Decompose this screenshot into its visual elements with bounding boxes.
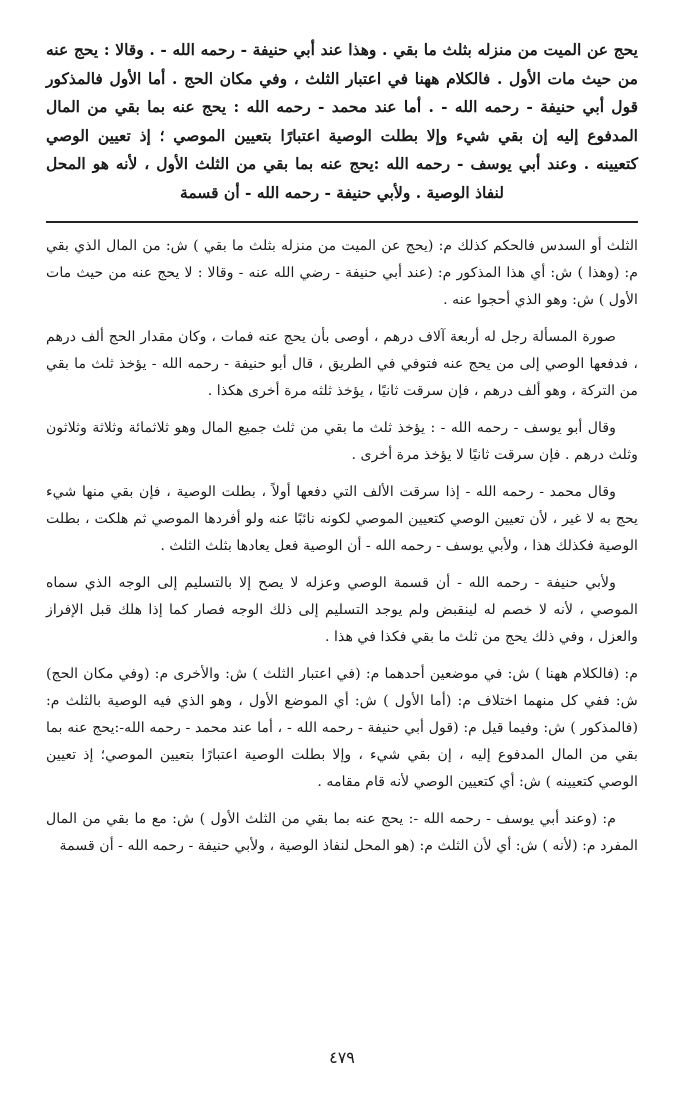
- commentary-paragraph: م: (وعند أبي يوسف - رحمه الله -: يحج عنه بما بقي من الثلث الأول ) ش: مع ما بقي من المال المفرد م: (لأنه ) ش: أي لأن الثلث م: (هو المحل لنفاذ الوصية ، ولأبي حنيفة - رحمه الله - أن قسمة: [46, 811, 638, 854]
- commentary-paragraph: صورة المسألة رجل له أربعة آلاف درهم ، أوصى بأن يحج عنه فمات ، وكان مقدار الحج ألف درهم ، فدفعها الوصي إلى من يحج عنه فتوفي في الطريق ، قال أبو حنيفة - رحمه الله - يؤخذ ثلث ما بقي من التركة ، وهو ألف درهم ، فإن سرقت ثانيًا ، يؤخذ ثلثه مرة أخرى هكذا .: [46, 329, 638, 399]
- commentary-paragraph: م: (فالكلام ههنا ) ش: في موضعين أحدهما م: (في اعتبار الثلث ) ش: والأخرى م: (وفي مكان الحج) ش: ففي كل منهما اختلاف م: (أما الأول ) ش: أي الموضع الأول ، وهو الذي فيه الوصية بالثلث م: (فالمذكور ) ش: وفيما قيل م: (قول أبي حنيفة - رحمه الله - ، أما عند محمد - رحمه الله-:يحج عنه بما بقي من المال المدفوع إليه ، إن بقي شيء ، وإلا بطلت الوصية اعتبارًا بتعيين الموصي؛ إذ تعيين الوصي كتعيينه ) ش: أي كتعيين الوصي لأنه قام مقامه .: [46, 666, 638, 790]
- separator-rule: [46, 221, 638, 223]
- main-text: يحج عن الميت من منزله بثلث ما بقي . وهذا عند أبي حنيفة - رحمه الله - . وقالا : يحج عنه من حيث مات الأول . فالكلام ههنا في اعتبار الثلث ، وفي مكان الحج . أما الأول فالمذكور قول أبي حنيفة - رحمه الله - . أما عند محمد - رحمه الله : يحج عنه بما بقي من المال المدفوع إليه إن بقي شيء وإلا بطلت الوصية اعتبارًا بتعيين الموصي ؛ إذ تعيين الوصي كتعيينه . وعند أبي يوسف - رحمه الله :يحج عنه بما بقي من الثلث الأول ، لأنه هو المحل لنفاذ الوصية . ولأبي حنيفة - رحمه الله - أن قسمة: [46, 40, 638, 202]
- page-number: ٤٧٩: [329, 1048, 355, 1067]
- commentary-paragraph: ولأبي حنيفة - رحمه الله - أن قسمة الوصي وعزله لا يصح إلا بالتسليم إلى الوجه الذي سماه الموصي ، لأنه لا خصم له لينقبض ولم يوجد التسليم إلى ذلك الوجه فصار كما إذا هلك قبل الإفراز والعزل ، وفي ذلك يحج من ثلث ما بقي فكذا في هذا .: [46, 575, 638, 645]
- commentary: [46, 233, 638, 860]
- commentary-paragraph: وقال أبو يوسف - رحمه الله - : يؤخذ ثلث ما بقي من ثلث جميع المال وهو ثلاثمائة وثلاثة وثلاثون وثلث درهم . فإن سرقت ثانيًا لا يؤخذ مرة أخرى .: [46, 420, 638, 463]
- book-page: [46, 36, 638, 1067]
- commentary-paragraph: وقال محمد - رحمه الله - إذا سرقت الألف التي دفعها أولاً ، بطلت الوصية ، فإن بقي منها شيء يحج به لا غير ، لأن تعيين الوصي كتعيين الموصي لكونه نائبًا عنه ولو أفردها الموصي ثم هلكت ، بطلت الوصية فكذلك هذا ، ولأبي يوسف - رحمه الله - أن الوصية فعل يعادها بثلث الثلث .: [46, 484, 638, 554]
- commentary-paragraph: الثلث أو السدس فالحكم كذلك م: (يحج عن الميت من منزله بثلث ما بقي ) ش: من المال الذي بقي م: (وهذا ) ش: أي هذا المذكور م: (عند أبي حنيفة - رضي الله عنه - وقالا : لا يحج عنه من حيث مات الأول ) ش: وهو الذي أحجوا عنه .: [46, 238, 638, 308]
